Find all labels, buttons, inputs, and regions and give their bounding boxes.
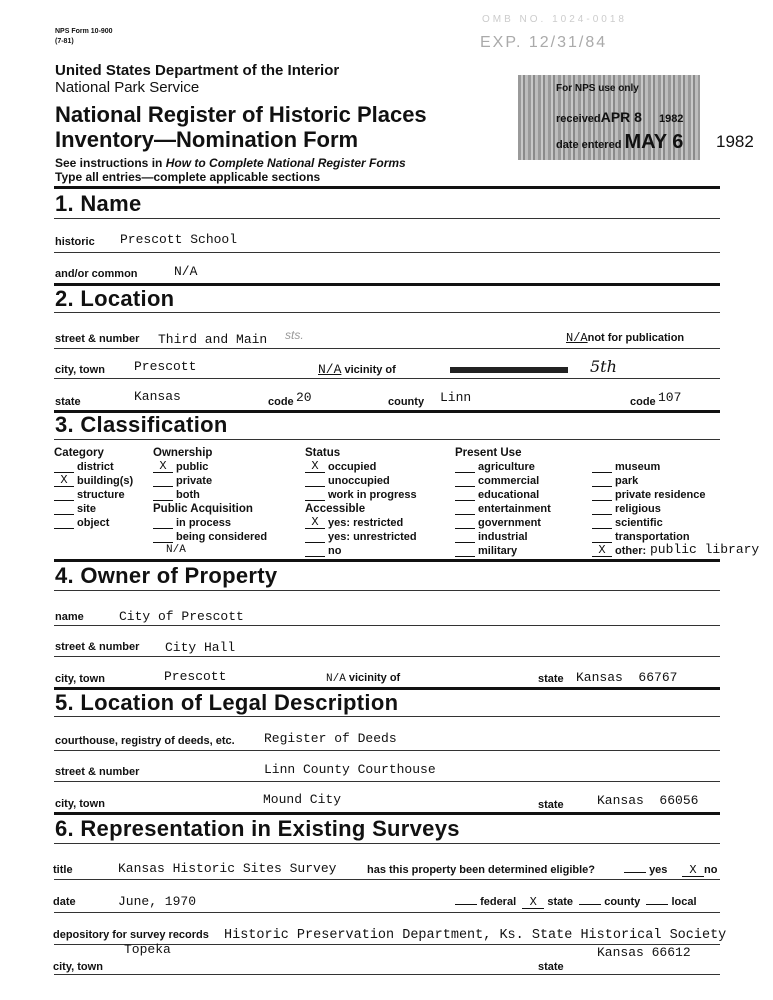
present-use-item bbox=[592, 475, 638, 487]
checkbox-label: commercial bbox=[478, 475, 540, 487]
owner-street-value: City Hall bbox=[165, 640, 236, 655]
present-use-item bbox=[455, 531, 528, 543]
divider bbox=[54, 218, 720, 219]
present-use-item bbox=[455, 545, 517, 557]
checkbox-label: site bbox=[77, 503, 96, 515]
local-checkbox[interactable] bbox=[646, 904, 668, 905]
county-checkbox[interactable] bbox=[579, 904, 601, 905]
street-label: street & number bbox=[55, 333, 140, 345]
divider bbox=[54, 812, 720, 815]
field-line bbox=[54, 656, 720, 657]
redacted-mark bbox=[450, 367, 568, 373]
checkbox-label: structure bbox=[77, 489, 125, 501]
checkbox-label: yes: unrestricted bbox=[328, 531, 417, 543]
owner-city-label: city, town bbox=[55, 673, 105, 685]
other-use-value: public library bbox=[650, 542, 760, 557]
vicinity-label: vicinity of bbox=[344, 364, 396, 376]
county-code-value: 107 bbox=[658, 390, 682, 405]
owner-name-label: name bbox=[55, 611, 84, 623]
instructions-prefix: See instructions in bbox=[55, 156, 166, 170]
legal-city-label: city, town bbox=[55, 798, 105, 810]
depository-city-label: city, town bbox=[53, 961, 103, 973]
checkbox-label: being considered bbox=[176, 531, 268, 543]
checkbox-label: educational bbox=[478, 489, 540, 501]
field-line bbox=[54, 625, 720, 626]
depository-label: depository for survey records bbox=[53, 929, 209, 941]
checkbox[interactable] bbox=[592, 489, 612, 501]
depository-state-value: Kansas 66612 bbox=[597, 945, 691, 960]
present-use-item bbox=[592, 503, 661, 515]
entered-label: date entered bbox=[556, 139, 622, 151]
eligible-no-checkbox[interactable]: X bbox=[682, 865, 704, 877]
county-level-label: county bbox=[604, 896, 641, 908]
present-use-item bbox=[455, 517, 541, 529]
eligible-yes bbox=[624, 864, 667, 876]
checkbox-label: occupied bbox=[328, 461, 377, 473]
acquisition-item bbox=[153, 531, 267, 543]
received-year: 1982 bbox=[658, 113, 684, 125]
checkbox-label: industrial bbox=[478, 531, 528, 543]
checkbox[interactable] bbox=[153, 517, 173, 529]
ownership-heading: Ownership bbox=[153, 447, 213, 459]
checkbox-label: agriculture bbox=[478, 461, 535, 473]
category-item bbox=[54, 461, 114, 473]
checkbox-label: public bbox=[176, 461, 209, 473]
checkbox-label: government bbox=[478, 517, 541, 529]
state-level-label: state bbox=[547, 896, 574, 908]
status-heading: Status bbox=[305, 447, 341, 459]
ownership-item bbox=[153, 489, 200, 501]
checkbox[interactable] bbox=[153, 489, 173, 501]
checkbox[interactable] bbox=[592, 475, 612, 487]
checkbox[interactable]: X bbox=[305, 461, 325, 473]
owner-vicinity-mark: N/A bbox=[326, 673, 346, 685]
divider bbox=[54, 590, 720, 591]
divider bbox=[54, 559, 720, 562]
acquisition-note: N/A bbox=[166, 544, 186, 556]
checkbox-label: transportation bbox=[615, 531, 690, 543]
field-line bbox=[54, 378, 720, 379]
field-line bbox=[54, 750, 720, 751]
checkbox[interactable]: X bbox=[153, 461, 173, 473]
category-item bbox=[54, 475, 133, 487]
owner-vicinity bbox=[326, 672, 400, 685]
status-item bbox=[305, 475, 390, 487]
checkbox[interactable] bbox=[455, 489, 475, 501]
present-use-item bbox=[592, 489, 706, 501]
street-value: Third and Main bbox=[158, 332, 268, 347]
historic-value: Prescott School bbox=[120, 232, 238, 247]
category-item bbox=[54, 503, 96, 515]
owner-name-value: City of Prescott bbox=[119, 609, 244, 624]
checkbox[interactable] bbox=[592, 531, 612, 543]
checkbox[interactable] bbox=[592, 503, 612, 515]
checkbox[interactable] bbox=[455, 531, 475, 543]
field-line bbox=[54, 912, 720, 913]
county-code-label: code bbox=[630, 396, 656, 408]
section-heading-surveys: 6. Representation in Existing Surveys bbox=[55, 816, 460, 841]
checkbox-label: yes: restricted bbox=[328, 517, 404, 529]
accessible-heading: Accessible bbox=[305, 503, 366, 515]
status-item bbox=[305, 461, 376, 473]
checkbox[interactable] bbox=[54, 503, 74, 515]
survey-title-label: title bbox=[53, 864, 73, 876]
checkbox-label: object bbox=[77, 517, 110, 529]
owner-street-label: street & number bbox=[55, 641, 140, 653]
vicinity-annotation: 5th bbox=[590, 357, 617, 376]
common-label: and/or common bbox=[55, 268, 138, 280]
checkbox-label: entertainment bbox=[478, 503, 551, 515]
present-use-item bbox=[455, 475, 539, 487]
state-label: state bbox=[55, 396, 81, 408]
entered-value: MAY 6 bbox=[624, 131, 684, 153]
form-title-line1: National Register of Historic Places bbox=[55, 102, 427, 127]
accessible-item bbox=[305, 517, 403, 529]
survey-level bbox=[455, 896, 697, 909]
instructions-line1 bbox=[55, 156, 406, 170]
checkbox-label: building(s) bbox=[77, 475, 134, 487]
checkbox[interactable]: X bbox=[592, 545, 612, 557]
field-line bbox=[54, 781, 720, 782]
checkbox[interactable] bbox=[54, 461, 74, 473]
eligible-question: has this property been determined eligible? bbox=[367, 864, 595, 876]
accessible-item bbox=[305, 545, 341, 557]
present-use-item bbox=[592, 461, 660, 473]
category-item bbox=[54, 517, 109, 529]
checkbox[interactable] bbox=[455, 475, 475, 487]
checkbox[interactable] bbox=[305, 489, 325, 501]
checkbox-label: museum bbox=[615, 461, 661, 473]
instructions-line2: Type all entries—complete applicable sections bbox=[55, 170, 321, 184]
eligible-yes-label: yes bbox=[649, 864, 668, 876]
present-use-item bbox=[592, 545, 646, 557]
field-line bbox=[54, 252, 720, 253]
nps-use-heading: For NPS use only bbox=[556, 83, 639, 94]
checkbox[interactable] bbox=[54, 489, 74, 501]
owner-state-value: Kansas 66767 bbox=[576, 670, 678, 685]
checkbox-label: park bbox=[615, 475, 639, 487]
county-label: county bbox=[388, 396, 425, 408]
section-heading-legal: 5. Location of Legal Description bbox=[55, 690, 399, 715]
present-use-item bbox=[455, 489, 539, 501]
state-code-value: 20 bbox=[296, 390, 312, 405]
not-for-publication-mark: N/A bbox=[566, 331, 588, 345]
survey-date-value: June, 1970 bbox=[118, 894, 197, 909]
eligible-no bbox=[682, 864, 717, 877]
checkbox-label: no bbox=[328, 545, 342, 557]
checkbox[interactable] bbox=[455, 545, 475, 557]
service-name: National Park Service bbox=[55, 79, 200, 96]
section-heading-owner: 4. Owner of Property bbox=[55, 563, 278, 588]
legal-city-value: Mound City bbox=[263, 792, 342, 807]
survey-title-value: Kansas Historic Sites Survey bbox=[118, 861, 337, 876]
checkbox[interactable]: X bbox=[54, 475, 74, 487]
present-use-item bbox=[592, 517, 663, 529]
divider bbox=[54, 716, 720, 717]
city-label: city, town bbox=[55, 364, 105, 376]
field-line bbox=[54, 974, 720, 975]
checkbox-label: military bbox=[478, 545, 518, 557]
courthouse-value: Register of Deeds bbox=[264, 731, 397, 746]
checkbox[interactable] bbox=[592, 517, 612, 529]
county-value: Linn bbox=[440, 390, 472, 405]
checkbox[interactable] bbox=[54, 517, 74, 529]
acquisition-item bbox=[153, 517, 231, 529]
owner-vicinity-label: vicinity of bbox=[348, 672, 401, 684]
depository-value: Historic Preservation Department, Ks. State Historical Society bbox=[224, 928, 727, 943]
checkbox-label: private bbox=[176, 475, 213, 487]
divider bbox=[54, 312, 720, 313]
nps-use-box bbox=[518, 75, 700, 160]
expiration-stamp: EXP. 12/31/84 bbox=[480, 34, 608, 51]
state-value: Kansas bbox=[134, 389, 181, 404]
checkbox[interactable] bbox=[305, 545, 325, 557]
ownership-item bbox=[153, 461, 208, 473]
checkbox[interactable] bbox=[305, 531, 325, 543]
checkbox[interactable]: X bbox=[305, 517, 325, 529]
federal-checkbox[interactable] bbox=[455, 904, 477, 905]
checkbox-label: religious bbox=[615, 503, 661, 515]
divider bbox=[54, 439, 720, 440]
form-revision: (7-81) bbox=[55, 38, 74, 45]
entered-row bbox=[556, 131, 683, 154]
received-label: received bbox=[556, 113, 601, 125]
vicinity bbox=[318, 362, 396, 377]
legal-state-value: Kansas 66056 bbox=[597, 793, 699, 808]
checkbox-label: both bbox=[176, 489, 200, 501]
state-checkbox[interactable]: X bbox=[522, 897, 544, 909]
divider bbox=[54, 843, 720, 844]
courthouse-label: courthouse, registry of deeds, etc. bbox=[55, 735, 235, 747]
present-use-item bbox=[455, 503, 551, 515]
section-heading-classification: 3. Classification bbox=[55, 412, 228, 437]
checkbox[interactable] bbox=[153, 475, 173, 487]
checkbox-label: work in progress bbox=[328, 489, 417, 501]
owner-city-value: Prescott bbox=[164, 669, 227, 684]
field-line bbox=[54, 879, 720, 880]
form-number: NPS Form 10-900 bbox=[55, 28, 113, 35]
legal-street-value: Linn County Courthouse bbox=[264, 762, 436, 777]
checkbox-label: other: bbox=[615, 545, 647, 557]
checkbox[interactable] bbox=[305, 475, 325, 487]
received-row bbox=[556, 109, 683, 125]
street-annotation: sts. bbox=[285, 328, 304, 342]
eligible-yes-checkbox[interactable] bbox=[624, 872, 646, 873]
form-title-line2: Inventory—Nomination Form bbox=[55, 127, 359, 152]
checkbox[interactable] bbox=[153, 531, 173, 543]
state-code-label: code bbox=[268, 396, 294, 408]
checkbox[interactable] bbox=[592, 461, 612, 473]
local-label: local bbox=[671, 896, 697, 908]
historic-label: historic bbox=[55, 236, 95, 248]
checkbox[interactable] bbox=[455, 517, 475, 529]
checkbox-label: district bbox=[77, 461, 114, 473]
section-heading-name: 1. Name bbox=[55, 191, 142, 216]
city-value: Prescott bbox=[134, 359, 197, 374]
depository-city-value: Topeka bbox=[124, 942, 171, 957]
survey-date-label: date bbox=[53, 896, 76, 908]
field-line bbox=[54, 348, 720, 349]
federal-label: federal bbox=[480, 896, 517, 908]
not-for-publication-label: not for publication bbox=[587, 332, 685, 344]
vicinity-mark: N/A bbox=[318, 362, 342, 377]
acquisition-heading: Public Acquisition bbox=[153, 503, 253, 515]
accessible-item bbox=[305, 531, 417, 543]
not-for-publication bbox=[566, 331, 684, 345]
status-item bbox=[305, 489, 417, 501]
legal-state-label: state bbox=[538, 799, 564, 811]
checkbox-label: scientific bbox=[615, 517, 663, 529]
department-name: United States Department of the Interior bbox=[55, 62, 340, 79]
received-value: APR 8 bbox=[600, 109, 642, 125]
checkbox-label: unoccupied bbox=[328, 475, 390, 487]
owner-state-label: state bbox=[538, 673, 564, 685]
ownership-item bbox=[153, 475, 212, 487]
divider bbox=[54, 186, 720, 189]
checkbox-label: private residence bbox=[615, 489, 706, 501]
depository-state-label: state bbox=[538, 961, 564, 973]
category-item bbox=[54, 489, 125, 501]
section-heading-location: 2. Location bbox=[55, 286, 175, 311]
checkbox-label: in process bbox=[176, 517, 232, 529]
omb-stamp: OMB NO. 1024-0018 bbox=[482, 14, 627, 25]
eligible-no-label: no bbox=[704, 864, 718, 876]
category-heading: Category bbox=[54, 447, 104, 459]
checkbox[interactable] bbox=[455, 461, 475, 473]
present-use-heading: Present Use bbox=[455, 447, 522, 459]
checkbox[interactable] bbox=[455, 503, 475, 515]
present-use-item bbox=[455, 461, 535, 473]
instructions-title: How to Complete National Register Forms bbox=[165, 156, 406, 170]
common-value: N/A bbox=[174, 264, 198, 279]
legal-street-label: street & number bbox=[55, 766, 140, 778]
entered-year: 1982 bbox=[716, 132, 754, 151]
